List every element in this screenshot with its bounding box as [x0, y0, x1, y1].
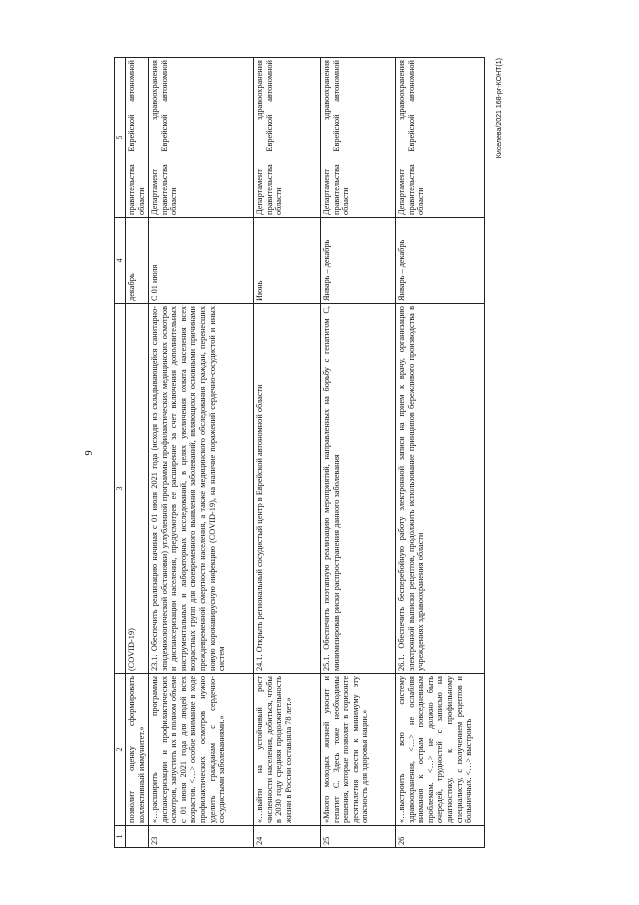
row-responsible: Департамент здравоохранения правительства Еврейской автономной области	[254, 58, 321, 218]
row-responsible: Департамент здравоохранения правительства Еврейской автономной области	[149, 58, 254, 218]
row-responsible: Департамент здравоохранения правительства Еврейской автономной области	[396, 58, 485, 218]
header-col-3: 3	[115, 304, 126, 674]
row-measure: 26.1. Обеспечить бесперебойную работу электронной записи на прием к врачу, организацию электронной выписки рецептов, продолжить использование принципов бережливого производства в учреждениях здравоохранения области	[396, 304, 485, 674]
row-term: декабрь	[126, 218, 149, 304]
table-row	[321, 58, 396, 848]
row-number: 25	[321, 826, 396, 848]
table-row	[254, 58, 321, 848]
table-header-row	[115, 58, 126, 848]
row-quote: «…выйти на устойчивый рост численности населения, добиться, чтобы в 2030 году средняя продолжительность жизни в России составляла 78 лет.»	[254, 674, 321, 826]
row-quote: позволит оценку сформировать коллективный иммунитет.»	[126, 674, 149, 826]
page-number: 9	[84, 450, 95, 456]
document-code: Киселева/2021 168-рг-КОНТ(1)	[496, 58, 503, 159]
row-measure: 23.1. Обеспечить реализацию начиная с 01 июля 2021 года (исходя из складывающейся санитарно-эпидемиологической обстановки) углубленной программы профилактических медицинских осмотров и диспансеризации населения, предусмотрев ее расширение за счет включения дополнительных инструментальных и лабораторных исследований, в целях увеличения охвата населения всех возрастных групп для своевременного выявления заболеваний, являющихся основными причинами преждевременной смертности населения, а также медицинского обследования граждан, перенесших новую коронавирусную инфекцию (COVID-19), на наличие поражений сердечно-сосудистой и иных систем	[149, 304, 254, 674]
row-term: Январь – декабрь	[396, 218, 485, 304]
table-row	[149, 58, 254, 848]
row-number: 23	[149, 826, 254, 848]
row-measure: 24.1. Открыть региональный сосудистый центр в Еврейской автономной области	[254, 304, 321, 674]
row-number	[126, 826, 149, 848]
header-col-1: 1	[115, 826, 126, 848]
row-quote: «…выстроить всю систему здравоохранения, <…> не ослабляя внимания к острым повседневным проблемам. <…> не должно быть очередей, трудностей с записью на диагностику, к профильному специалисту, с получением рецептов и больничных. <…> выстроить	[396, 674, 485, 826]
row-term: Июнь	[254, 218, 321, 304]
row-measure: (COVID-19)	[126, 304, 149, 674]
rotated-document-sheet	[84, 58, 504, 848]
row-responsible: правительства Еврейской автономной области	[126, 58, 149, 218]
row-measure: 25.1. Обеспечить поэтапную реализацию мероприятий, направленных на борьбу с гепатитом С, минимизировав риски распространения данного заболевания	[321, 304, 396, 674]
row-term: С 01 июля	[149, 218, 254, 304]
plan-table	[114, 57, 485, 848]
header-col-5: 5	[115, 58, 126, 218]
row-number: 24	[254, 826, 321, 848]
table-row	[396, 58, 485, 848]
header-col-2: 2	[115, 674, 126, 826]
row-term: Январь – декабрь	[321, 218, 396, 304]
row-quote: «Много молодых жизней уносит и гепатит С. Здесь тоже необходимы решения, которые позволят в горизонте десятилетия свести к минимуму эту опасность для здоровья нации.»	[321, 674, 396, 826]
row-responsible: Департамент здравоохранения правительства Еврейской автономной области	[321, 58, 396, 218]
row-number: 26	[396, 826, 485, 848]
row-quote: «…расширить программы диспансеризации и профилактических осмотров, запустить их в полном объеме с 01 июля 2021 года для людей всех возрастов. <…> особое внимание в ходе профилактических осмотров нужно уделить гражданам с сердечно-сосудистыми заболеваниями.»	[149, 674, 254, 826]
header-col-4: 4	[115, 218, 126, 304]
table-row	[126, 58, 149, 848]
